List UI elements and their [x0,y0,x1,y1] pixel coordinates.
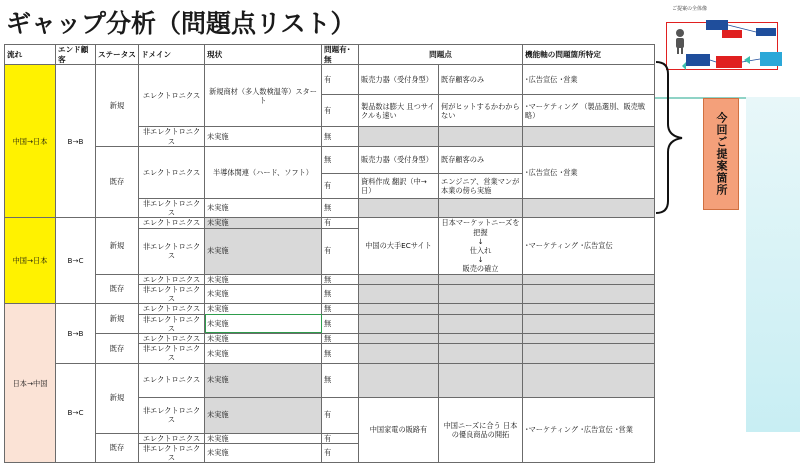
table-row [5,146,655,173]
header-has-issue: 問題有･無 [322,45,359,65]
current-cell: 未実施 [205,274,322,284]
domain-cell: 非エレクトロニクス [139,397,205,433]
has-issue-cell: 無 [322,198,359,217]
domain-cell: エレクトロニクス [139,274,205,284]
issue-detail-cell [439,218,523,274]
domain-cell: 非エレクトロニクス [139,443,205,462]
current-cell: 未実施 [205,218,322,228]
issue-detail-cell: 中国ニーズに合う 日本の優良商品の開拓 [439,397,523,463]
status-cell: 既存 [96,274,139,304]
table-row [5,65,655,95]
current-cell: 半導体関連（ハード、ソフト） [205,146,322,198]
status-cell: 新規 [96,363,139,433]
current-cell: 未実施 [205,363,322,397]
has-issue-cell: 無 [322,344,359,363]
has-issue-cell: 無 [322,146,359,173]
status-cell: 既存 [96,146,139,217]
current-cell: 未実施 [205,198,322,217]
current-cell-selected[interactable]: 未実施 [205,314,322,333]
current-cell: 未実施 [205,333,322,343]
issue-detail-cell: 何がヒットするかわからない [439,95,523,127]
has-issue-cell: 有 [322,65,359,95]
issue-cell: 販売力器（受付身型） [359,146,439,173]
table-header-row [5,45,655,65]
domain-cell: エレクトロニクス [139,363,205,397]
domain-cell: 非エレクトロニクス [139,284,205,303]
has-issue-cell: 有 [322,218,359,228]
domain-cell: エレクトロニクス [139,433,205,443]
function-cell: ･マーケティング ･広告宣伝 ･営業 [523,397,655,463]
status-cell: 新規 [96,218,139,274]
issue-line: 販売の確立 [462,264,499,274]
domain-cell: 非エレクトロニクス [139,127,205,146]
header-function: 機能軸の問題箇所特定 [523,45,655,65]
issue-cell: 製品数は膨大 且つサイクルも速い [359,95,439,127]
gap-analysis-table [4,44,655,463]
current-cell: 新規商材（多人数検温等）スタート [205,65,322,127]
status-cell: 既存 [96,333,139,363]
function-cell: ･マーケティング ･広告宣伝 [523,218,655,274]
has-issue-cell: 無 [322,304,359,314]
issue-detail-cell: エンジニア、営業マンが 本業の傍ら実施 [439,173,523,198]
has-issue-cell: 無 [322,284,359,303]
domain-cell: 非エレクトロニクス [139,344,205,363]
proposal-callout [703,98,739,210]
header-issues: 問題点 [359,45,523,65]
flow-cell: 中国→日本 [5,65,56,218]
function-cell: ･広告宣伝 ･営業 [523,65,655,95]
issue-detail-cell: 既存顧客のみ [439,146,523,173]
has-issue-cell: 無 [322,314,359,333]
flow-cell: 中国→日本 [5,218,56,304]
domain-cell: 非エレクトロニクス [139,228,205,274]
has-issue-cell: 有 [322,433,359,443]
current-cell: 未実施 [205,344,322,363]
issue-line: 仕入れ [469,245,492,255]
header-flow: 流れ [5,45,56,65]
table-row [5,218,655,228]
has-issue-cell: 有 [322,443,359,462]
down-arrow-icon: ↓ [477,236,484,246]
issue-cell: 中国の大手ECサイト [359,218,439,274]
domain-cell: 非エレクトロニクス [139,198,205,217]
has-issue-cell: 無 [322,127,359,146]
has-issue-cell: 無 [322,274,359,284]
proposal-label: 今回ご提案箇所 [715,112,728,196]
current-cell: 未実施 [205,397,322,433]
header-end-customer: エンド顧客 [56,45,96,65]
status-cell: 新規 [96,304,139,334]
status-cell: 既存 [96,433,139,463]
right-brace-icon [652,60,688,215]
has-issue-cell: 有 [322,173,359,198]
customer-cell: B→C [56,218,96,304]
issue-line: 日本マーケットニーズを把握 [441,218,520,237]
function-cell: ･広告宣伝 ･営業 [523,146,655,198]
down-arrow-icon: ↓ [477,255,484,265]
diagram-title: ご提案の全体像 [672,6,708,12]
issue-cell: 販売力器（受付身型） [359,65,439,95]
has-issue-cell: 有 [322,95,359,127]
customer-cell: B→C [56,363,96,463]
current-cell: 未実施 [205,304,322,314]
has-issue-cell: 有 [322,228,359,274]
table-row [5,274,655,284]
domain-cell: エレクトロニクス [139,218,205,228]
domain-cell: エレクトロニクス [139,65,205,127]
domain-cell: エレクトロニクス [139,146,205,198]
current-cell: 未実施 [205,433,322,443]
page-title: ギャップ分析（問題点リスト） [6,9,356,38]
flow-cell: 日本→中国 [5,304,56,463]
domain-cell: 非エレクトロニクス [139,314,205,333]
current-cell: 未実施 [205,284,322,303]
has-issue-cell: 無 [322,363,359,397]
issue-detail-cell: 既存顧客のみ [439,65,523,95]
current-cell: 未実施 [205,443,322,462]
domain-cell: エレクトロニクス [139,304,205,314]
has-issue-cell: 有 [322,397,359,433]
issue-cell: 資料作成 翻訳（中→日） [359,173,439,198]
domain-cell: エレクトロニクス [139,333,205,343]
status-cell: 新規 [96,65,139,146]
table-row [5,333,655,343]
customer-cell: B→B [56,304,96,363]
current-cell: 未実施 [205,127,322,146]
has-issue-cell: 無 [322,333,359,343]
table-row [5,363,655,397]
function-cell: ･マーケティング （製品選別、販売戦略） [523,95,655,127]
customer-cell: B→B [56,65,96,218]
table-row [5,304,655,314]
header-status: ステータス [96,45,139,65]
header-domain: ドメイン [139,45,205,65]
current-cell: 未実施 [205,228,322,274]
side-background [746,97,800,432]
issue-cell: 中国家電の販路有 [359,397,439,463]
header-current: 現状 [205,45,322,65]
